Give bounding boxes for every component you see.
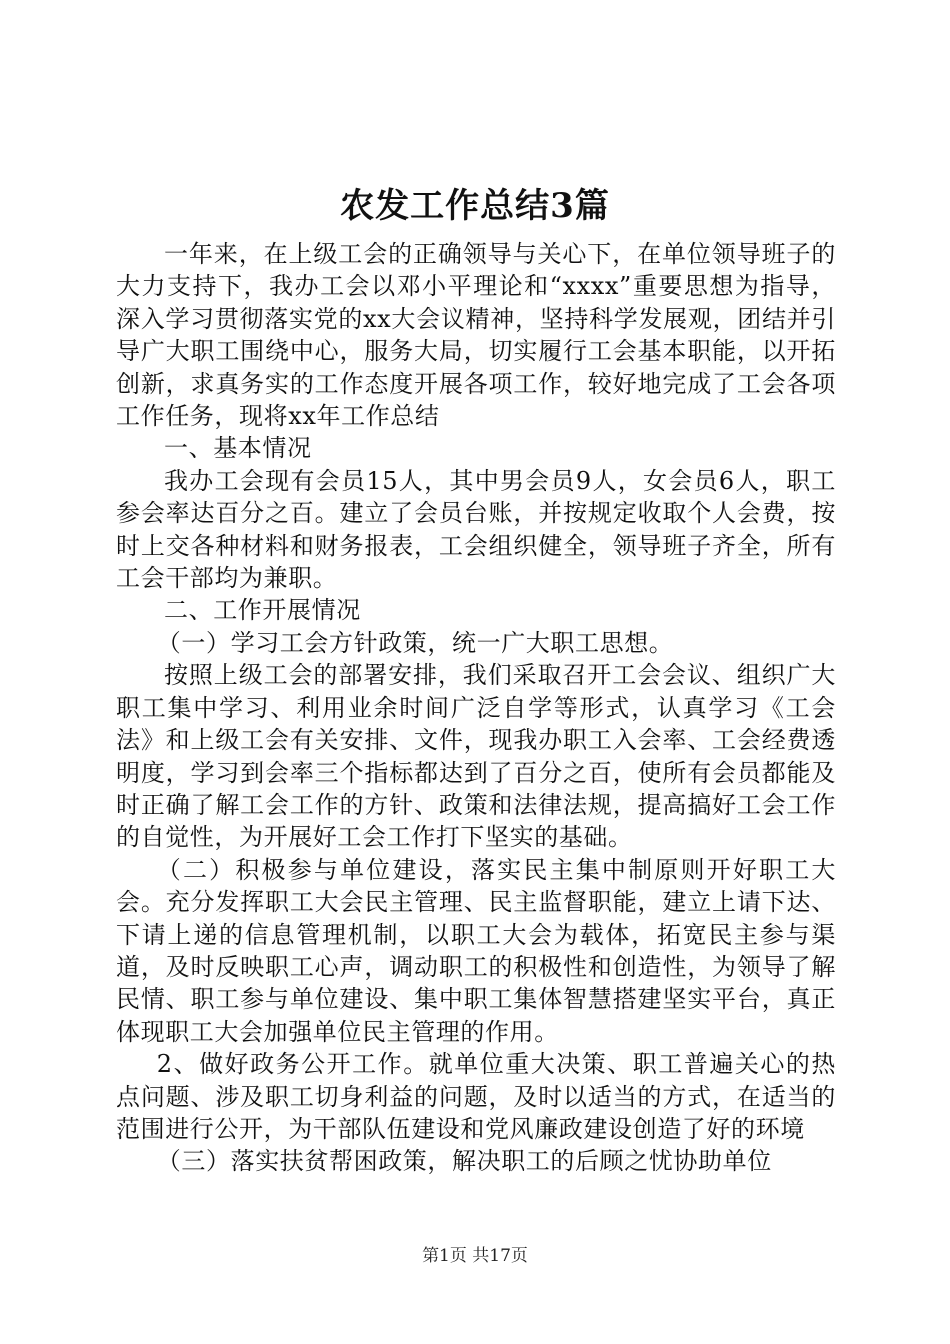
paragraph-basic-situation: 我办工会现有会员15人，其中男会员9人，女会员6人，职工参会率达百分之百。建立了会员台账，并按规定收取个人会费，按时上交各种材料和财务报表，工会组织健全，领导班子齐全，所有工会干部均为兼职。 xyxy=(116,466,836,593)
paragraph-government-affairs: 2、做好政务公开工作。就单位重大决策、职工普遍关心的热点问题、涉及职工切身利益的问题，及时以适当的方式，在适当的范围进行公开，为干部队伍建设和党风廉政建设创造了好的环境 xyxy=(116,1050,836,1143)
subheading-study-policy: （一）学习工会方针政策，统一广大职工思想。 xyxy=(156,628,674,657)
paragraph-study-policy: 按照上级工会的部署安排，我们采取召开工会会议、组织广大职工集中学习、利用业余时间广泛自学等形式，认真学习《工会法》和上级工会有关安排、文件，现我办职工入会率、工会经费透明度，学习到会率三个指标都达到了百分之百，使所有会员都能及时正确了解工会工作的方针、政策和法律法规，提高搞好工会工作的自觉性，为开展好工会工作打下坚实的基础。 xyxy=(116,661,836,852)
document-body xyxy=(116,238,836,1178)
paragraph-poverty-relief: （三）落实扶贫帮困政策，解决职工的后顾之忧协助单位 xyxy=(156,1147,772,1176)
paragraph-intro: 一年来，在上级工会的正确领导与关心下，在单位领导班子的大力支持下，我办工会以邓小平理论和“xxxx”重要思想为指导，深入学习贯彻落实党的xx大会议精神，坚持科学发展观，团结并引导广大职工围绕中心，服务大局，切实履行工会基本职能，以开拓创新，求真务实的工作态度开展各项工作，较好地完成了工会各项工作任务，现将xx年工作总结 xyxy=(116,240,836,431)
paragraph-unit-construction: （二）积极参与单位建设，落实民主集中制原则开好职工大会。充分发挥职工大会民主管理、民主监督职能，建立上请下达、下请上递的信息管理机制，以职工大会为载体，拓宽民主参与渠道，及时反映职工心声，调动职工的积极性和创造性，为领导了解民情、职工参与单位建设、集中职工集体智慧搭建坚实平台，真正体现职工大会加强单位民主管理的作用。 xyxy=(116,855,836,1046)
document-title: 农发工作总结3篇 xyxy=(340,186,610,226)
heading-work-progress: 二、工作开展情况 xyxy=(164,596,361,625)
heading-basic-situation: 一、基本情况 xyxy=(164,434,312,463)
page-footer: 第1页 共17页 xyxy=(422,1246,528,1266)
